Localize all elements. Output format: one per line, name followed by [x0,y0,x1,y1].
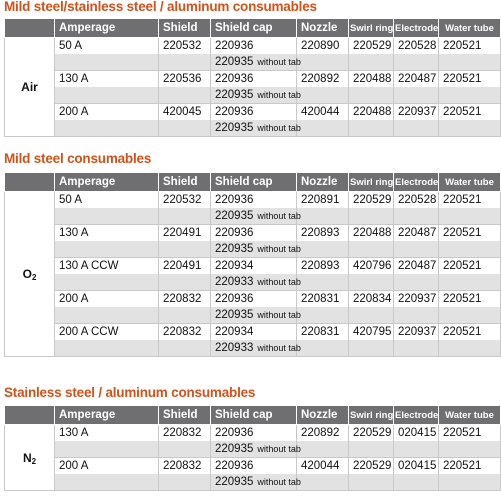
section-title-air: Mild steel/stainless steel / aluminum consumables [4,0,317,14]
nozzle-cell: 220890 [297,38,349,55]
shield-cell: 220491 [159,258,211,275]
shield-cap-cell: 220936 [211,192,297,209]
swirl-ring-cell: 220488 [349,71,394,88]
nozzle-cell: 420044 [297,104,349,121]
header-row [5,19,501,38]
header-shield-cap: Shield cap [211,173,297,192]
header-shield-cap: Shield cap [211,406,297,425]
swirl-ring-cell: 220529 [349,192,394,209]
table-row [5,38,501,55]
amperage-cell: 200 A [55,291,159,308]
amperage-cell: 50 A [55,192,159,209]
shield-cell: 220491 [159,225,211,242]
section-title-n2: Stainless steel / aluminum consumables [4,385,256,400]
consumables-table-o2 [4,172,501,357]
header-electrode: Electrode [394,173,439,192]
swirl-ring-cell: 220488 [349,225,394,242]
electrode-cell: 020415 [394,458,439,475]
header-row [5,406,501,425]
swirl-ring-cell: 420795 [349,324,394,341]
shield-cell: 220832 [159,291,211,308]
water-tube-cell: 220521 [439,425,501,442]
shield-cap-cell: 220936 [211,458,297,475]
water-tube-cell: 220521 [439,458,501,475]
swirl-ring-cell: 220488 [349,104,394,121]
amperage-cell: 130 A [55,425,159,442]
nozzle-cell: 220831 [297,324,349,341]
electrode-cell: 220528 [394,38,439,55]
header-shield: Shield [159,173,211,192]
header-corner [5,173,55,192]
shield-cap-cell: 220936 [211,38,297,55]
amperage-cell: 130 A CCW [55,258,159,275]
shield-cap-cell: 220934 [211,324,297,341]
electrode-cell: 220937 [394,291,439,308]
header-corner [5,19,55,38]
water-tube-cell: 220521 [439,38,501,55]
shield-cell: 220832 [159,324,211,341]
alt-shield-cap-cell: 220935 without tab [211,441,297,458]
section-title-o2: Mild steel consumables [4,151,152,166]
shield-cap-cell: 220936 [211,104,297,121]
nozzle-cell: 220892 [297,71,349,88]
consumables-table-n2 [4,405,501,491]
alt-shield-cap-cell: 220935 without tab [211,241,297,258]
alt-shield-cap-cell: 220935 without tab [211,208,297,225]
alt-shield-cap-cell: 220935 without tab [211,54,297,71]
swirl-ring-cell: 220834 [349,291,394,308]
nozzle-cell: 220831 [297,291,349,308]
table-row [5,458,501,475]
header-electrode: Electrode [394,406,439,425]
electrode-cell: 220937 [394,104,439,121]
nozzle-cell: 220892 [297,425,349,442]
header-row [5,173,501,192]
shield-cell: 220832 [159,425,211,442]
electrode-cell: 220487 [394,258,439,275]
shield-cell: 220532 [159,192,211,209]
header-swirl-ring: Swirl ring [349,19,394,38]
table-row [5,324,501,341]
nozzle-cell: 420044 [297,458,349,475]
alt-shield-cap-cell: 220933 without tab [211,274,297,291]
amperage-cell: 130 A [55,225,159,242]
amperage-cell: 50 A [55,38,159,55]
water-tube-cell: 220521 [439,258,501,275]
header-water-tube: Water tube [439,173,501,192]
nozzle-cell: 220891 [297,192,349,209]
header-amperage: Amperage [55,19,159,38]
header-nozzle: Nozzle [297,19,349,38]
header-shield: Shield [159,406,211,425]
table-row-alt [5,87,501,104]
alt-shield-cap-cell: 220935 without tab [211,120,297,137]
alt-shield-cap-cell: 220935 without tab [211,474,297,491]
table-row [5,291,501,308]
header-electrode: Electrode [394,19,439,38]
alt-shield-cap-cell: 220933 without tab [211,340,297,357]
table-row-alt [5,120,501,137]
gas-label: O2 [5,192,55,357]
table-row-alt [5,474,501,491]
gas-label: N2 [5,425,55,491]
table-row-alt [5,274,501,291]
header-swirl-ring: Swirl ring [349,173,394,192]
swirl-ring-cell: 220529 [349,425,394,442]
amperage-cell: 200 A [55,104,159,121]
header-water-tube: Water tube [439,406,501,425]
header-nozzle: Nozzle [297,173,349,192]
header-nozzle: Nozzle [297,406,349,425]
shield-cap-cell: 220936 [211,225,297,242]
table-row-alt [5,340,501,357]
table-row [5,425,501,442]
shield-cell: 220536 [159,71,211,88]
shield-cap-cell: 220936 [211,425,297,442]
shield-cap-cell: 220936 [211,71,297,88]
shield-cell: 420045 [159,104,211,121]
electrode-cell: 220487 [394,225,439,242]
swirl-ring-cell: 220529 [349,458,394,475]
alt-shield-cap-cell: 220935 without tab [211,307,297,324]
header-swirl-ring: Swirl ring [349,406,394,425]
table-row [5,104,501,121]
shield-cell: 220832 [159,458,211,475]
water-tube-cell: 220521 [439,225,501,242]
alt-shield-cap-cell: 220935 without tab [211,87,297,104]
header-corner [5,406,55,425]
amperage-cell: 200 A [55,458,159,475]
table-row [5,258,501,275]
table-row-alt [5,54,501,71]
amperage-cell: 130 A [55,71,159,88]
table-row [5,225,501,242]
electrode-cell: 020415 [394,425,439,442]
swirl-ring-cell: 220529 [349,38,394,55]
swirl-ring-cell: 420796 [349,258,394,275]
water-tube-cell: 220521 [439,324,501,341]
shield-cell: 220532 [159,38,211,55]
shield-cap-cell: 220934 [211,258,297,275]
table-row-alt [5,441,501,458]
gas-label: Air [5,38,55,137]
table-row [5,71,501,88]
shield-cap-cell: 220936 [211,291,297,308]
electrode-cell: 220487 [394,71,439,88]
amperage-cell: 200 A CCW [55,324,159,341]
table-row-alt [5,307,501,324]
header-shield-cap: Shield cap [211,19,297,38]
table-row-alt [5,241,501,258]
header-amperage: Amperage [55,406,159,425]
header-water-tube: Water tube [439,19,501,38]
header-amperage: Amperage [55,173,159,192]
water-tube-cell: 220521 [439,192,501,209]
water-tube-cell: 220521 [439,71,501,88]
nozzle-cell: 220893 [297,258,349,275]
water-tube-cell: 220521 [439,291,501,308]
consumables-table-air [4,18,501,137]
water-tube-cell: 220521 [439,104,501,121]
table-row-alt [5,208,501,225]
nozzle-cell: 220893 [297,225,349,242]
electrode-cell: 220528 [394,192,439,209]
table-row [5,192,501,209]
electrode-cell: 220937 [394,324,439,341]
header-shield: Shield [159,19,211,38]
